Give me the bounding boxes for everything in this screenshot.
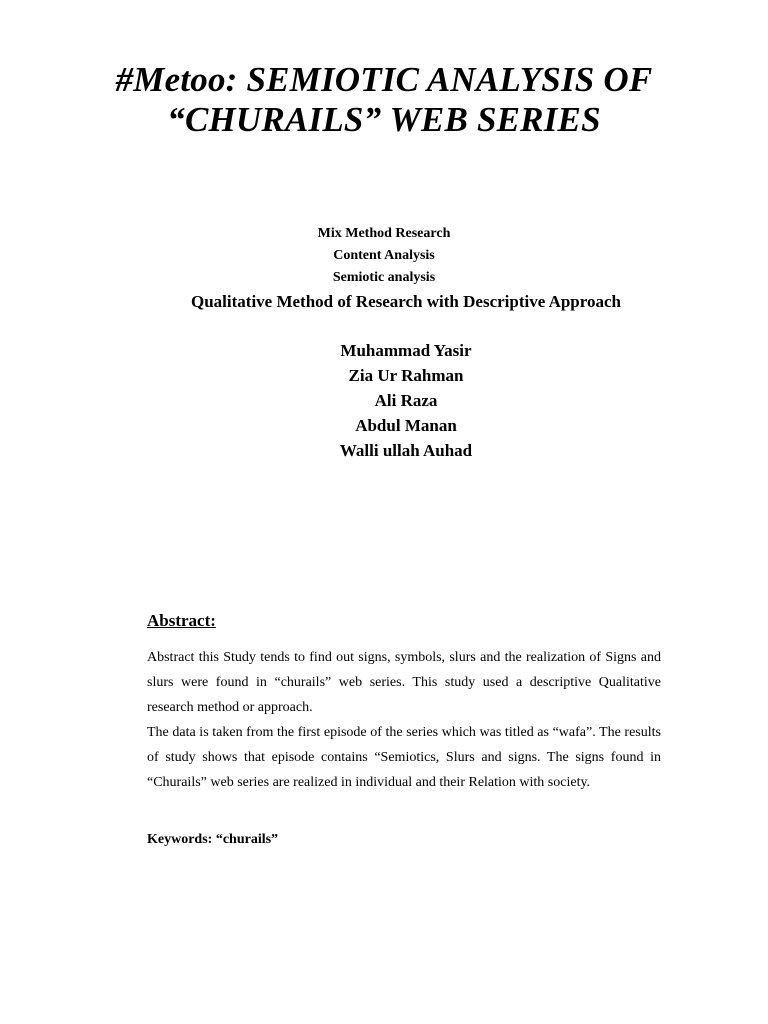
- author-name: Ali Raza: [374, 391, 438, 410]
- method-mix-method: Mix Method Research: [317, 226, 451, 241]
- author-name: Muhammad Yasir: [340, 341, 472, 360]
- paper-title: [0, 60, 768, 140]
- abstract-body: [147, 645, 661, 795]
- keywords: Keywords: “churails”: [147, 832, 279, 847]
- abstract-paragraph: The data is taken from the first episode of the series which was titled as “wafa”. The results of study shows that episode contains “Semiotics, Slurs and signs. The signs found in “Churails” web series are realized in individual and their Relation with society.: [147, 725, 661, 790]
- paper-title-line-2: “CHURAILS” WEB SERIES: [167, 100, 601, 139]
- abstract-heading: Abstract:: [147, 611, 216, 630]
- author-name: Zia Ur Rahman: [348, 366, 464, 385]
- research-approach: Qualitative Method of Research with Descriptive Approach: [191, 292, 621, 311]
- paper-title-line-1: #Metoo: SEMIOTIC ANALYSIS OF: [115, 60, 653, 99]
- author-name: Abdul Manan: [355, 416, 457, 435]
- abstract-paragraph: Abstract this Study tends to find out signs, symbols, slurs and the realization of Signs and slurs were found in “churails” web series. This study used a descriptive Qualitative research method or approach.: [147, 650, 661, 715]
- method-content-analysis: Content Analysis: [333, 248, 435, 263]
- research-methods: [0, 223, 768, 289]
- author-name: Walli ullah Auhad: [339, 441, 473, 460]
- author-list: [0, 338, 768, 463]
- method-semiotic-analysis: Semiotic analysis: [332, 270, 436, 285]
